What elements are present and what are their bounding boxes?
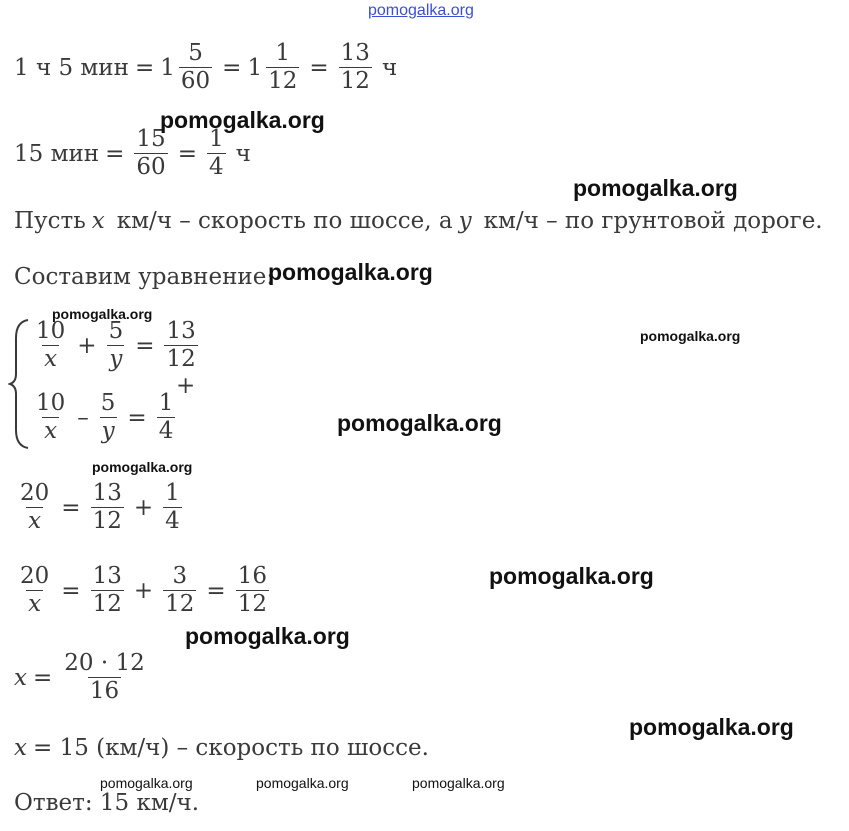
- fraction: $\frac{5}{y}$: [100, 390, 116, 444]
- variable-y: y: [458, 208, 472, 234]
- watermark-text: pomogalka.org: [640, 328, 741, 344]
- fraction: $\frac{3}{12}$: [165, 563, 195, 617]
- fraction: $\frac{13}{12}$: [340, 40, 370, 94]
- fraction: $\frac{20}{x}$: [20, 480, 50, 534]
- equals-sign: =: [135, 332, 155, 359]
- equals-sign: =: [105, 140, 125, 167]
- text: 1 ч 5 мин: [14, 54, 129, 81]
- watermark-text: pomogalka.org: [185, 623, 350, 649]
- answer-line: [14, 790, 199, 816]
- definition-line: [14, 208, 823, 234]
- fraction: $\frac{13}{12}$: [92, 563, 122, 617]
- fraction: $\frac{1}{4}$: [158, 390, 174, 444]
- variable-x: x: [91, 208, 105, 234]
- text: км/ч – скорость по шоссе, а: [116, 208, 453, 234]
- equals-sign: =: [222, 54, 242, 81]
- system-plus-sign: +: [176, 373, 196, 399]
- equals-sign: =: [32, 664, 53, 691]
- equals-sign: =: [61, 577, 81, 604]
- watermark-text: pomogalka.org: [489, 563, 654, 589]
- fraction: $\frac{15}{60}$: [136, 126, 166, 180]
- variable-x: x: [14, 735, 27, 761]
- whole-part: 1: [160, 54, 175, 81]
- fraction: $\frac{10}{x}$: [36, 390, 66, 444]
- fraction: $\frac{16}{12}$: [237, 563, 267, 617]
- watermark-text: pomogalka.org: [256, 775, 349, 791]
- text: Пусть: [14, 208, 86, 234]
- equals-sign: =: [61, 494, 81, 521]
- variable-x: x: [14, 664, 27, 691]
- watermark-text: pomogalka.org: [337, 410, 502, 436]
- watermark-text: pomogalka.org: [92, 459, 193, 475]
- equation-intro: [14, 264, 274, 290]
- equals-sign: =: [309, 54, 329, 81]
- equals-sign: =: [206, 577, 226, 604]
- equals-sign: =: [127, 404, 147, 431]
- watermark-text: pomogalka.org: [100, 775, 193, 791]
- text: = 15 (км/ч) – скорость по шоссе.: [32, 735, 429, 761]
- fraction: $\frac{13}{12}$: [166, 318, 196, 372]
- fraction: $\frac{1}{4}$: [208, 126, 224, 180]
- operator: –: [77, 404, 89, 431]
- text: км/ч – по грунтовой дороге.: [483, 208, 823, 234]
- fraction: $\frac{20}{x}$: [20, 563, 50, 617]
- whole-part: 1: [247, 54, 263, 81]
- fraction: $\frac{5}{y}$: [108, 318, 124, 372]
- common-denominator-equation: [14, 563, 273, 618]
- watermark-text: pomogalka.org: [573, 175, 738, 201]
- text: Составим уравнение:: [14, 264, 275, 290]
- operator: +: [133, 494, 154, 521]
- system-brace: [8, 318, 30, 450]
- result-line: [14, 735, 429, 761]
- fraction: $\frac{1}{12}$: [268, 40, 298, 94]
- watermark-text: pomogalka.org: [52, 306, 153, 322]
- conversion-line-1: [14, 40, 397, 95]
- sum-equation: [14, 480, 186, 535]
- conversion-line-2: [14, 126, 251, 181]
- fraction: $\frac{1}{4}$: [165, 480, 180, 534]
- text: Ответ: 15 км/ч.: [14, 790, 200, 816]
- watermark-link[interactable]: pomogalka.org: [368, 2, 474, 19]
- watermark-text: pomogalka.org: [629, 714, 794, 740]
- fraction: $\frac{10}{x}$: [36, 318, 66, 372]
- watermark-text: pomogalka.org: [412, 775, 505, 791]
- text: 15 мин: [14, 140, 100, 167]
- fraction: $\frac{20 \cdot 12}{16}$: [64, 650, 145, 704]
- watermark-text: pomogalka.org: [160, 107, 325, 133]
- fraction: $\frac{13}{12}$: [92, 480, 122, 534]
- operator: +: [77, 332, 97, 359]
- unit: ч: [381, 54, 398, 81]
- unit: ч: [235, 140, 251, 167]
- equals-sign: =: [177, 140, 197, 167]
- fraction: $\frac{5}{60}$: [180, 40, 211, 94]
- system-equation-2: [30, 390, 179, 445]
- watermark-text: pomogalka.org: [268, 259, 433, 285]
- solve-x-equation: [14, 650, 151, 705]
- equals-sign: =: [134, 54, 155, 81]
- operator: +: [133, 577, 154, 604]
- system-equation-1: [30, 318, 202, 373]
